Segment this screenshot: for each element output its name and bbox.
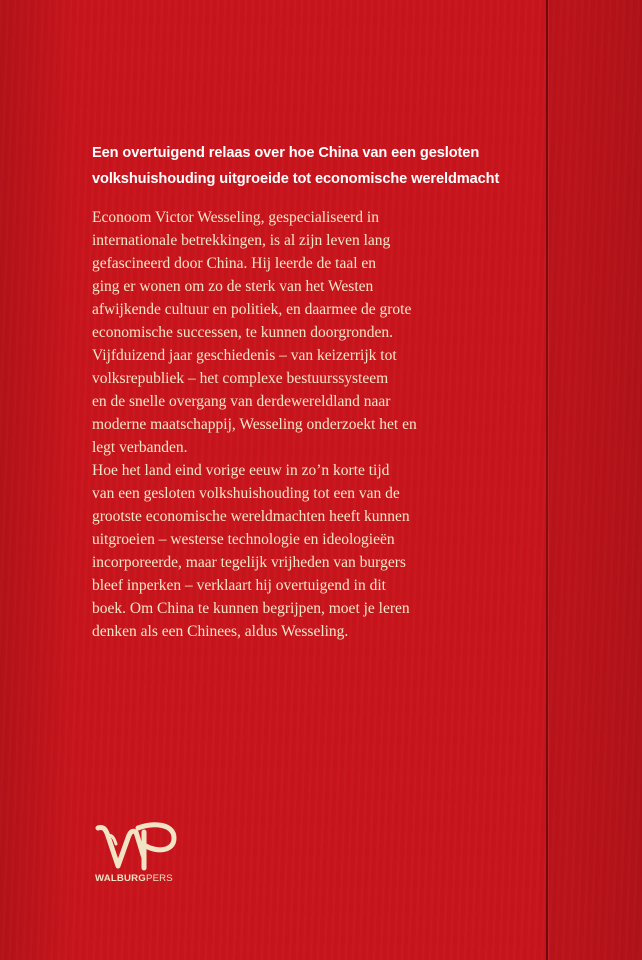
book-blurb — [92, 206, 532, 643]
publisher-name-light: PERS — [145, 873, 173, 884]
blurb-line: afwijkende cultuur en politiek, en daarmee de grote — [92, 301, 412, 318]
blurb-line: Econoom Victor Wesseling, gespecialiseerd in — [92, 209, 379, 226]
wood-plank-right — [548, 0, 642, 960]
blurb-line: boek. Om China te kunnen begrijpen, moet je leren — [92, 600, 410, 617]
blurb-line: incorporeerde, maar tegelijk vrijheden van burgers — [92, 554, 406, 571]
blurb-line: ging er wonen om zo de sterk van het Westen — [92, 278, 374, 295]
blurb-line: grootste economische wereldmachten heeft kunnen — [92, 508, 410, 525]
blurb-line: Vijfduizend jaar geschiedenis – van keizerrijk tot — [92, 347, 397, 364]
blurb-line: gefascineerd door China. Hij leerde de taal en — [92, 255, 377, 272]
blurb-line: moderne maatschappij, Wesseling onderzoekt het en — [92, 416, 417, 433]
publisher-name — [95, 873, 173, 884]
blurb-line: Hoe het land eind vorige eeuw in zo’n korte tijd — [92, 462, 390, 479]
blurb-line: legt verbanden. — [92, 439, 188, 456]
blurb-line: bleef inperken – verklaart hij overtuigend in dit — [92, 577, 386, 594]
tagline — [92, 140, 532, 192]
tagline-line: volkshuishouding uitgroeide tot economische wereldmacht — [92, 171, 500, 187]
blurb-line: uitgroeien – westerse technologie en ideologieën — [92, 531, 395, 548]
blurb-line: van een gesloten volkshuishouding tot een van de — [92, 485, 400, 502]
blurb-line: volksrepubliek – het complexe bestuurssysteem — [92, 370, 389, 387]
wood-plank-seam — [546, 0, 548, 960]
blurb-line: denken als een Chinees, aldus Wesseling. — [92, 623, 349, 640]
publisher-name-bold: WALBURG — [95, 873, 146, 884]
blurb-line: en de snelle overgang van derdewereldland naar — [92, 393, 391, 410]
blurb-line: internationale betrekkingen, is al zijn leven lang — [92, 232, 391, 249]
blurb-line: economische successen, te kunnen doorgronden. — [92, 324, 394, 341]
tagline-line: Een overtuigend relaas over hoe China van een gesloten — [92, 145, 480, 161]
